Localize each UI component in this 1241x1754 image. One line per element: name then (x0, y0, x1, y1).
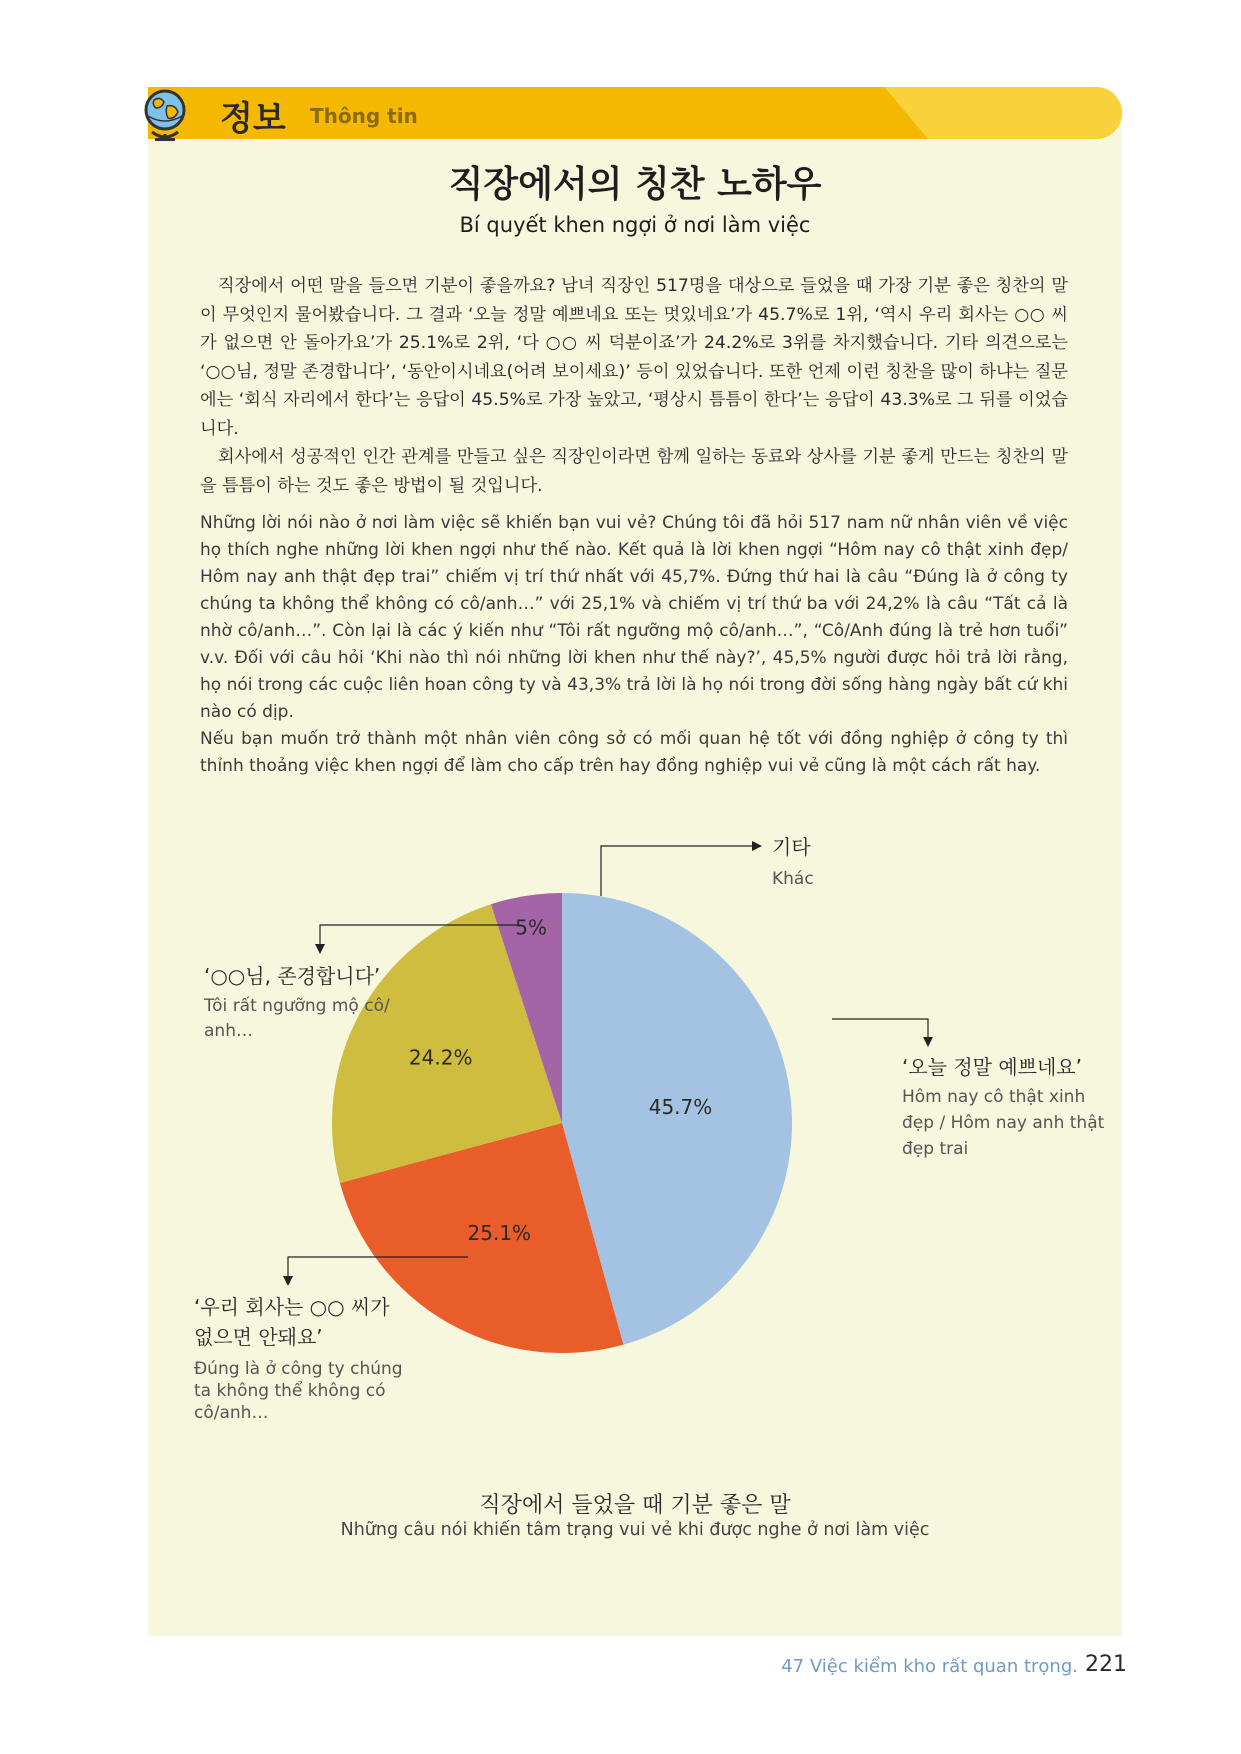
label-respect-ko: ‘○○님, 존경합니다’ (204, 964, 381, 988)
label-pretty-vi (902, 1087, 1110, 1159)
leader-line-other (601, 846, 760, 896)
pie-slice-company-value-label: 25.1% (467, 1220, 532, 1245)
footer-chapter: 47 Việc kiểm kho rất quan trọng. (781, 1656, 1078, 1677)
article-title-ko: 직장에서의 칭찬 노하우 (448, 164, 822, 205)
chart-caption-ko: 직장에서 들었을 때 기분 좋은 말 (479, 1493, 791, 1518)
label-company-ko-line2: 없으면 안돼요’ (194, 1325, 323, 1349)
ko-paragraph-1: 직장에서 어떤 말을 들으면 기분이 좋을까요? 남녀 직장인 517명을 대상으로 들었을 때 가장 기분 좋은 칭찬의 말이 무엇인지 물어봤습니다. 그 결과 ‘오늘 정말 예쁘네요 또는 멋있네요’가 45.7%로 1위, ‘역시 우리 회사는 ○○ 씨가 없으면 안 돌아가요’가 25.1%로 2위, ‘다 ○○ 씨 덕분이죠’가 24.2%로 3위를 차지했습니다. 기타 의견으로는 ‘○○님, 정말 존경합니다’, ‘동안이시네요(어려 보이세요)’ 등이 있었습니다. 또한 언제 이런 칭찬을 많이 하냐는 질문에는 ‘회식 자리에서 한다’는 응답이 45.5%로 가장 높았고, ‘평상시 틈틈이 한다’는 응답이 43.3%로 그 뒤를 이었습니다. (200, 276, 1068, 439)
ko-paragraph-2: 회사에서 성공적인 인간 관계를 만들고 싶은 직장인이라면 함께 일하는 동료와 상사를 기분 좋게 만드는 칭찬의 말을 틈틈이 하는 것도 좋은 방법이 될 것입니다. (200, 447, 1068, 496)
pie-slice-respect-value-label: 24.2% (408, 1045, 473, 1070)
section-banner (148, 87, 1122, 139)
vi-paragraph-2: Nếu bạn muốn trở thành một nhân viên công sở có mối quan hệ tốt với đồng nghiệp ở công ty thì thỉnh thoảng việc khen ngợi để làm cho cấp trên hay đồng nghiệp vui vẻ cũng là một cách rất hay. (200, 729, 1068, 776)
pie-chart (148, 820, 1122, 1440)
banner-title: 정보 (220, 99, 286, 139)
label-company-vi-line1: Đúng là ở công ty chúng (194, 1359, 403, 1379)
label-pretty-ko: ‘오늘 정말 예쁘네요’ (902, 1055, 1082, 1079)
pie-slice-pretty-value-label: 45.7% (648, 1094, 713, 1119)
article-title-vi: Bí quyết khen ngợi ở nơi làm việc (459, 213, 811, 237)
label-pretty-vi-line1: Hôm nay cô thật xinh (902, 1087, 1086, 1107)
vietnamese-body (200, 510, 1068, 780)
label-company-vi-line2: ta không thể không có (194, 1381, 386, 1401)
label-company-vi (194, 1359, 408, 1423)
banner-highlight (884, 87, 1122, 139)
label-company-vi-line3: cô/anh… (194, 1403, 269, 1423)
label-pretty-vi-line2: đẹp / Hôm nay anh thật (902, 1113, 1105, 1133)
banner-subtitle: Thông tin (310, 104, 418, 128)
label-respect-vi-line1: Tôi rất ngưỡng mộ cô/ (204, 996, 390, 1016)
label-other-ko: 기타 (772, 835, 811, 859)
page-number: 221 (1085, 1652, 1127, 1677)
korean-body (200, 272, 1068, 500)
pie-slice-other-value-label: 5% (515, 915, 547, 940)
leader-line-pretty (832, 1019, 928, 1045)
globe-icon (142, 86, 188, 142)
chart-caption-vi: Những câu nói khiến tâm trạng vui vẻ khi được nghe ở nơi làm việc (340, 1520, 930, 1540)
label-company-ko (194, 1295, 396, 1349)
label-pretty-vi-line3: đẹp trai (902, 1139, 969, 1159)
label-respect-vi-line2: anh… (204, 1021, 253, 1041)
label-company-ko-line1: ‘우리 회사는 ○○ 씨가 (194, 1295, 390, 1319)
vi-paragraph-1: Những lời nói nào ở nơi làm việc sẽ khiến bạn vui vẻ? Chúng tôi đã hỏi 517 nam nữ nhân viên về việc họ thích nghe những lời khen ngợi như thế nào. Kết quả là lời khen ngợi “Hôm nay cô thật xinh đẹp/ Hôm nay anh thật đẹp trai” chiếm vị trí thứ nhất với 45,7%. Đứng thứ hai là câu “Đúng là ở công ty chúng ta không thể không có cô/anh…” với 25,1% và chiếm vị trí thứ ba với 24,2% là câu “Tất cả là nhờ cô/anh…”. Còn lại là các ý kiến như “Tôi rất ngưỡng mộ cô/anh…”, “Cô/Anh đúng là trẻ hơn tuổi” v.v. Đối với câu hỏi ‘Khi nào thì nói những lời khen như thế này?’, 45,5% người được hỏi trả lời rằng, họ nói trong các cuộc liên hoan công ty và 43,3% trả lời là họ nói trong đời sống hàng ngày bất cứ khi nào có dịp. (200, 513, 1068, 722)
label-other-vi: Khác (772, 869, 814, 889)
